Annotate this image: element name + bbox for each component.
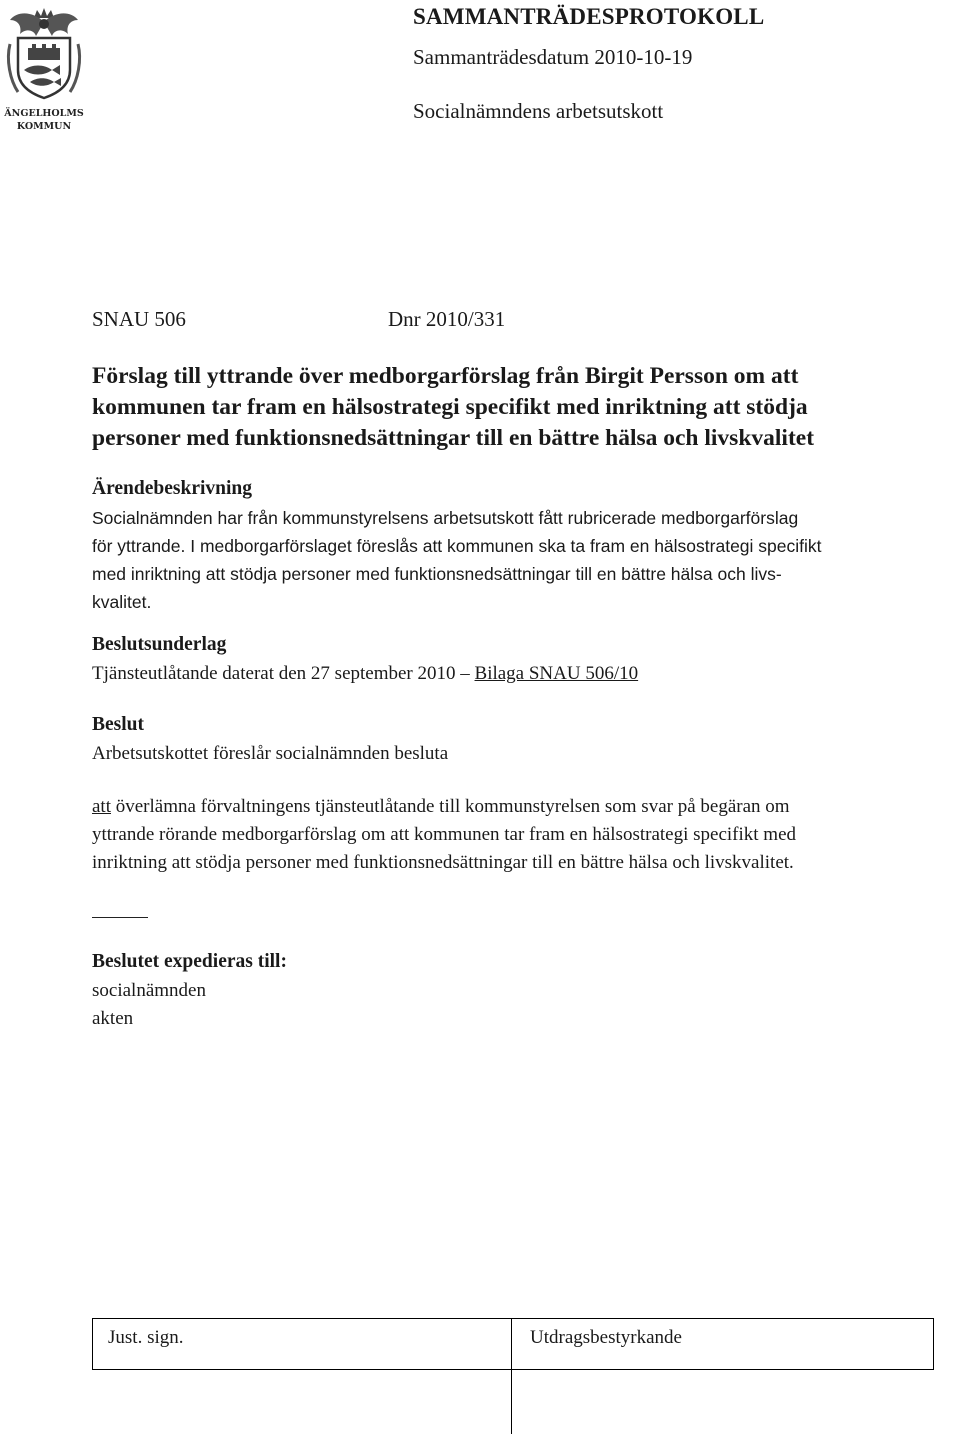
expedieras-list — [92, 977, 942, 1033]
logo-line-2: KOMMUN — [16, 121, 72, 132]
beslut-decision-text — [92, 793, 942, 877]
expedieras-recipient: akten — [92, 1008, 134, 1029]
beslut-line-3: inriktning att stödja personer med funktionsnedsättningar till en bättre hälsa och livskvalitet. — [92, 852, 794, 873]
beslut-line-1: överlämna förvaltningens tjänsteutlåtande till kommunstyrelsen som svar på begäran om — [115, 796, 790, 817]
beslut-att: att — [92, 796, 111, 817]
arende-heading: Ärendebeskrivning — [92, 478, 252, 499]
case-title-line: Förslag till yttrande över medborgarförslag från Birgit Persson om att — [92, 363, 799, 389]
bilaga-reference: Bilaga SNAU 506/10 — [474, 663, 639, 684]
case-title-line: kommunen tar fram en hälsostrategi specifikt med inriktning att stödja — [92, 394, 808, 420]
logo-line-1: ÄNGELHOLMS — [4, 108, 84, 119]
case-title-line: personer med funktionsnedsättningar till en bättre hälsa och livskvalitet — [92, 425, 815, 451]
underlag-document: Tjänsteutlåtande daterat den 27 september 2010 — [92, 663, 456, 684]
paragraph-number: SNAU 506 — [92, 307, 186, 331]
underlag-text — [92, 660, 942, 688]
arende-line: för yttrande. I medborgarförslaget föreslås att kommunen ska ta fram en hälsostrategi specifikt — [92, 536, 822, 556]
expedieras-heading: Beslutet expedieras till: — [92, 951, 287, 972]
underlag-heading: Beslutsunderlag — [92, 634, 227, 655]
just-sign-label: Just. sign. — [108, 1327, 184, 1348]
beslut-heading: Beslut — [92, 714, 145, 735]
document-type-title: SAMMANTRÄDESPROTOKOLL — [413, 4, 765, 29]
arende-line: med inriktning att stödja personer med funktionsnedsättningar till en bättre hälsa och livs- — [92, 564, 782, 584]
meeting-body: Socialnämndens arbetsutskott — [413, 99, 664, 123]
kommun-logo — [4, 4, 84, 136]
underlag-dash: – — [460, 663, 470, 684]
meeting-date: Sammanträdesdatum 2010-10-19 — [413, 45, 693, 69]
signature-box — [92, 1318, 934, 1370]
beslut-line-2: yttrande rörande medborgarförslag om att kommunen tar fram en hälsostrategi specifikt med — [92, 824, 797, 845]
section-divider — [92, 917, 148, 918]
signature-divider — [511, 1318, 512, 1434]
arende-text — [92, 504, 942, 616]
expedieras-recipient: socialnämnden — [92, 980, 206, 1001]
utdragsbestyrkande-label: Utdragsbestyrkande — [530, 1327, 682, 1348]
beslut-intro: Arbetsutskottet föreslår socialnämnden besluta — [92, 743, 449, 764]
arende-line: kvalitet. — [92, 592, 152, 612]
case-title — [92, 361, 932, 454]
diary-number: Dnr 2010/331 — [388, 307, 506, 331]
arende-line: Socialnämnden har från kommunstyrelsens arbetsutskott fått rubricerade medborgarförslag — [92, 508, 799, 528]
kommun-coat-of-arms-icon — [4, 4, 84, 104]
